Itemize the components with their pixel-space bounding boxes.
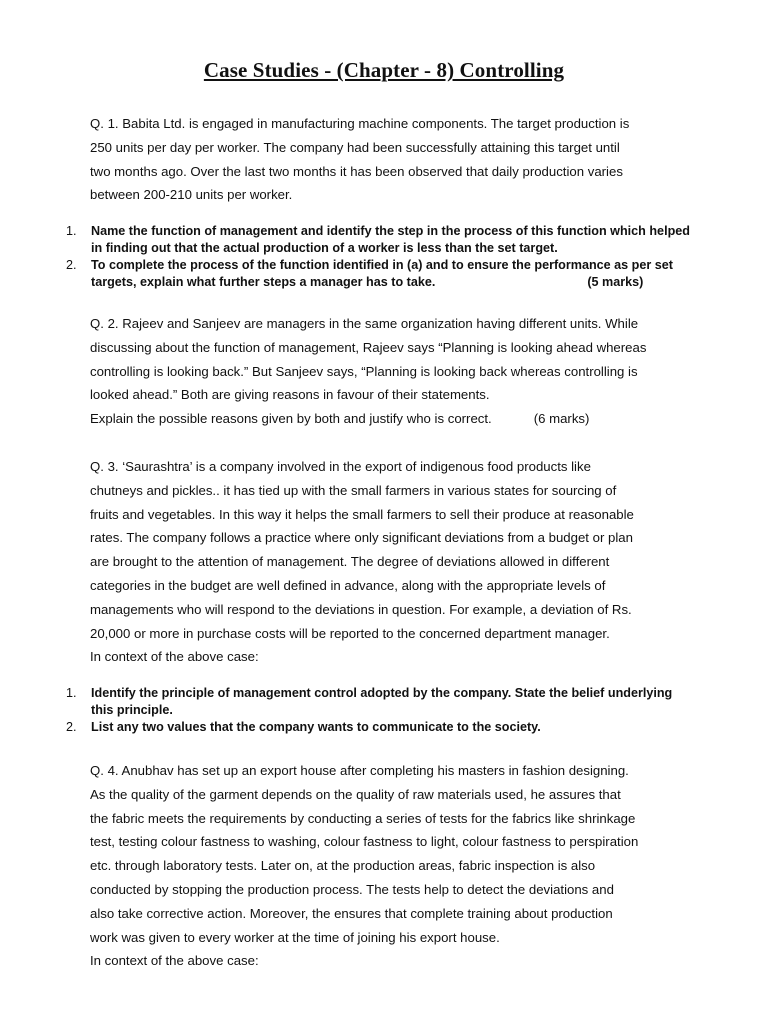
marks-label: (5 marks): [587, 275, 644, 289]
question-3-subquestions: [66, 685, 686, 736]
question-4-line: test, testing colour fastness to washing, colour fastness to light, colour fastness to perspiration: [90, 834, 639, 850]
list-item-line-text: targets, explain what further steps a manager has to take.: [91, 275, 436, 289]
marks-label: (6 marks): [533, 411, 590, 427]
list-item-line: To complete the process of the function identified in (a) and to ensure the performance as per set: [91, 258, 673, 272]
question-4-text: [90, 759, 690, 973]
question-4-line: the fabric meets the requirements by conducting a series of tests for the fabrics like shrinkage: [90, 810, 636, 826]
list-item-line: Name the function of management and identify the step in the process of this function which helped: [91, 224, 690, 238]
question-2-line: controlling is looking back.” But Sanjeev says, “Planning is looking back whereas controlling is: [90, 363, 638, 379]
question-3-item-2: [66, 719, 686, 736]
list-item-line: List any two values that the company wants to communicate to the society.: [91, 720, 541, 734]
question-3-line: Q. 3. ‘Saurashtra’ is a company involved in the export of indigenous food products like: [90, 459, 591, 474]
question-4-line: also take corrective action. Moreover, the ensures that complete training about production: [90, 905, 613, 921]
question-4-line: work was given to every worker at the time of joining his export house.: [90, 929, 500, 945]
question-2-line: discussing about the function of management, Rajeev says “Planning is looking ahead whereas: [90, 339, 647, 355]
list-number: 2.: [66, 258, 77, 272]
question-2-line: looked ahead.” Both are giving reasons in favour of their statements.: [90, 387, 490, 403]
question-3-line: chutneys and pickles.. it has tied up with the small farmers in various states for sourcing of: [90, 482, 617, 498]
list-item-line: this principle.: [91, 703, 173, 717]
question-1-line: two months ago. Over the last two months it has been observed that daily production varies: [90, 163, 623, 179]
question-3-line: fruits and vegetables. In this way it helps the small farmers to sell their produce at reasonable: [90, 506, 634, 522]
list-item-line: in finding out that the actual production of a worker is less than the set target.: [91, 241, 558, 255]
list-item-line: [91, 274, 686, 291]
question-3-line: In context of the above case:: [90, 649, 259, 665]
question-3-line: 20,000 or more in purchase costs will be reported to the concerned department manager.: [90, 625, 610, 641]
question-1-text: [90, 112, 690, 207]
question-3-line: managements who will respond to the deviations in question. For example, a deviation of Rs.: [90, 601, 632, 617]
question-1-line: between 200-210 units per worker.: [90, 187, 293, 203]
list-number: 2.: [66, 720, 77, 734]
question-3-item-1: [66, 685, 686, 719]
question-3-text: [90, 455, 690, 669]
question-1-subquestions: [66, 223, 690, 291]
question-1-line: 250 units per day per worker. The company had been successfully attaining this target until: [90, 139, 620, 155]
question-4-line: conducted by stopping the production process. The tests help to detect the deviations and: [90, 881, 614, 897]
list-number: 1.: [66, 224, 77, 238]
question-3-line: categories in the budget are well defined in advance, along with the appropriate levels of: [90, 577, 606, 593]
question-4-line: Q. 4. Anubhav has set up an export house after completing his masters in fashion designing.: [90, 763, 629, 778]
question-1-item-2: [66, 257, 686, 291]
question-2-line-text: Explain the possible reasons given by both and justify who is correct.: [90, 411, 492, 427]
question-3-line: rates. The company follows a practice where only significant deviations from a budget or plan: [90, 530, 633, 546]
question-4-line: As the quality of the garment depends on the quality of raw materials used, he assures that: [90, 786, 621, 802]
question-1-line: Q. 1. Babita Ltd. is engaged in manufacturing machine components. The target production is: [90, 116, 630, 131]
page-title: Case Studies - (Chapter - 8) Controlling: [203, 58, 565, 82]
list-number: 1.: [66, 686, 77, 700]
question-2-text: [90, 312, 690, 431]
question-2-line: Q. 2. Rajeev and Sanjeev are managers in the same organization having different units. While: [90, 316, 639, 331]
question-2-line: [90, 407, 690, 431]
question-4-line: In context of the above case:: [90, 953, 259, 969]
list-item-line: Identify the principle of management control adopted by the company. State the belief underlying: [91, 686, 673, 700]
question-4-line: etc. through laboratory tests. Later on, at the production areas, fabric inspection is also: [90, 858, 596, 874]
question-1-item-1: [66, 223, 690, 257]
question-3-line: are brought to the attention of management. The degree of deviations allowed in different: [90, 554, 610, 570]
